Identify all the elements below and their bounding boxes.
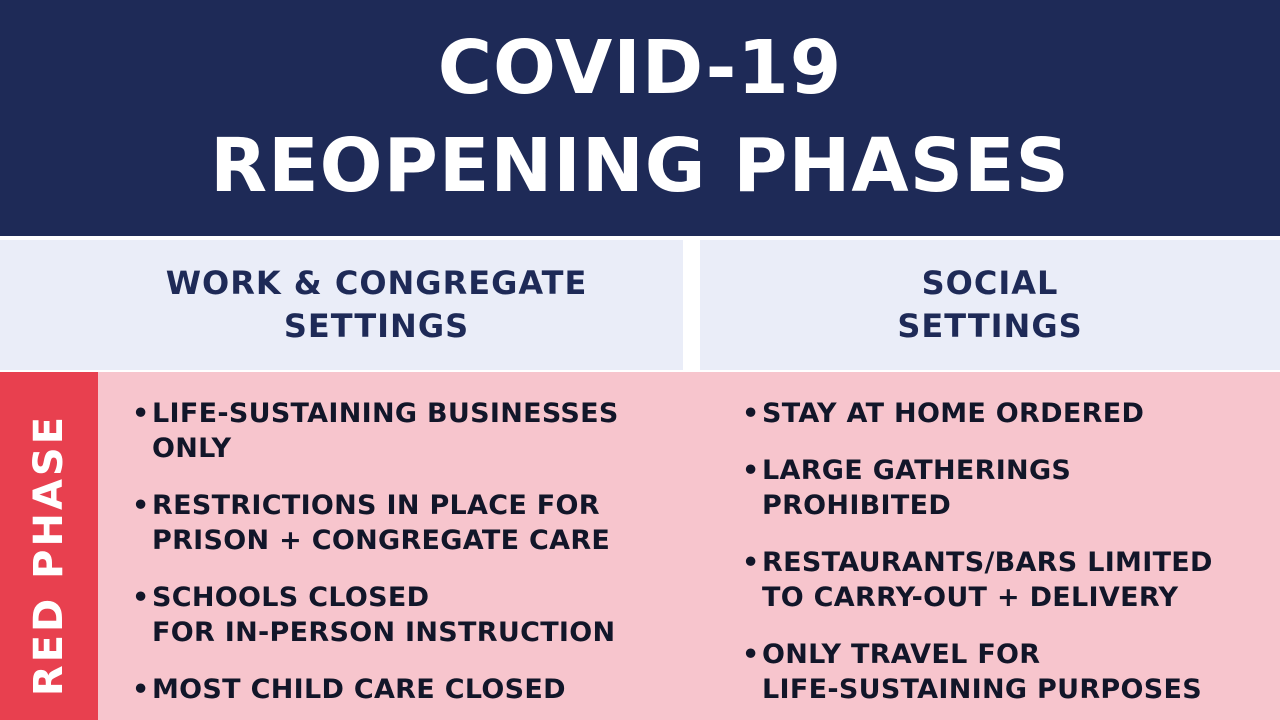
list-item-line-2: TO CARRY-OUT + DELIVERY [762,582,1179,613]
list-item-line-2: PROHIBITED [762,490,952,521]
list-item [742,545,1262,615]
title-line-2: REOPENING PHASES [210,123,1070,209]
list-item [742,453,1262,523]
list-item-line-2: PRISON + CONGREGATE CARE [152,525,611,556]
list-item-line-2: FOR IN-PERSON INSTRUCTION [152,617,616,648]
phase-label: RED PHASE [26,413,72,697]
list-item [132,672,672,707]
social-settings-list [742,396,1262,720]
list-item-line-1: • LIFE-SUSTAINING BUSINESSES [152,398,619,429]
list-item-line-1: • RESTAURANTS/BARS LIMITED [762,547,1213,578]
list-item-line-2: ONLY [152,433,232,464]
list-item [132,488,672,558]
list-item-line-1: • RESTRICTIONS IN PLACE FOR [152,490,600,521]
title-banner [0,0,1280,236]
list-item-line-1: • MOST CHILD CARE CLOSED [152,674,566,705]
column-divider [683,240,700,370]
list-item-line-1: • LARGE GATHERINGS [762,455,1072,486]
column-header-social-line-1: SOCIAL [921,264,1059,302]
list-item-line-1: • SCHOOLS CLOSED [152,582,430,613]
column-header-social [700,240,1280,370]
column-header-work-line-2: SETTINGS [283,307,470,345]
title-line-1: COVID-19 [437,25,843,111]
list-item-line-2: LIFE-SUSTAINING PURPOSES [762,674,1203,705]
list-item-line-1: • ONLY TRAVEL FOR [762,639,1041,670]
list-item [742,396,1262,431]
list-item [132,580,672,650]
work-settings-list [132,396,672,720]
list-item-line-1: • STAY AT HOME ORDERED [762,398,1145,429]
column-header-social-line-2: SETTINGS [897,307,1083,345]
list-item [742,637,1262,707]
column-header-work-line-1: WORK & CONGREGATE [165,264,588,302]
column-header-work [0,240,683,370]
list-item [132,396,672,466]
